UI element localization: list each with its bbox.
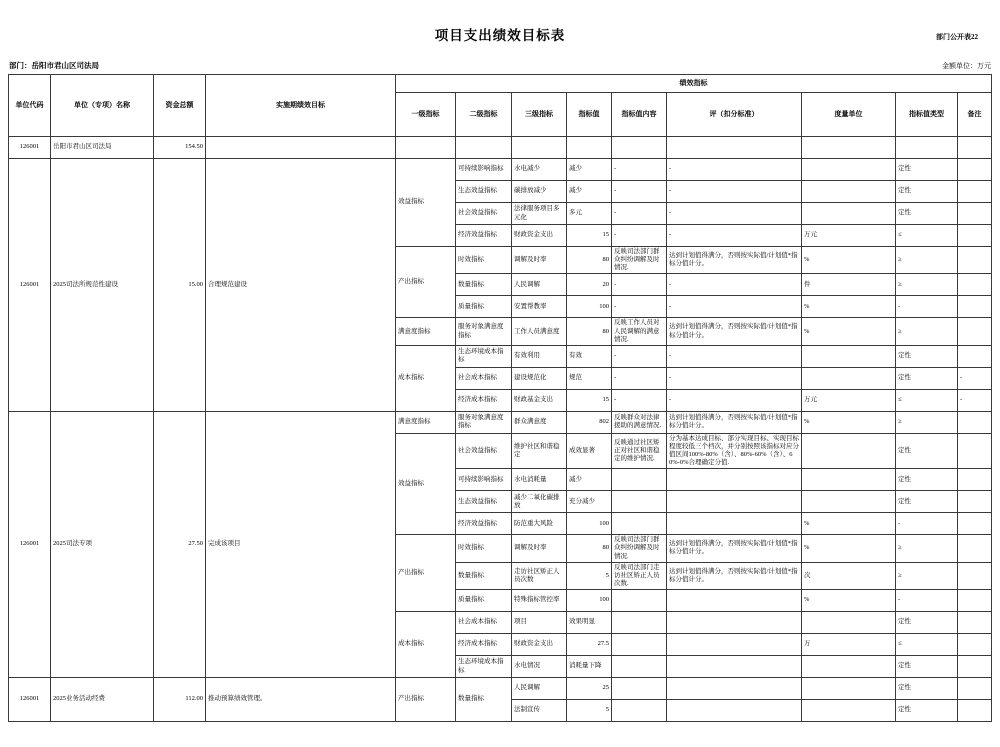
header-indicator-content: 指标值内容: [612, 93, 667, 137]
cell-evaluation-standard: 达到计划值得满分，否则按实际值/计划值*指标分值计分。: [667, 411, 802, 433]
cell-level2-indicator: 生态效益指标: [456, 491, 512, 513]
cell-level3-indicator: 调解及时率: [512, 535, 567, 562]
cell-remarks: [958, 678, 992, 700]
cell-level2-indicator: [456, 137, 512, 159]
cell-indicator-value: 减少: [567, 469, 612, 491]
cell-indicator-content: [612, 469, 667, 491]
cell-indicator-value: 80: [567, 318, 612, 345]
cell-measure-unit: [802, 345, 896, 367]
table-row: [9, 137, 992, 159]
cell-indicator-value: 多元: [567, 203, 612, 225]
cell-measure-unit: [802, 181, 896, 203]
cell-evaluation-standard: [667, 137, 802, 159]
cell-remarks: [958, 274, 992, 296]
cell-level2-indicator: 数量指标: [456, 562, 512, 589]
cell-evaluation-standard: -: [667, 274, 802, 296]
cell-remarks: [958, 634, 992, 656]
cell-measure-unit: [802, 367, 896, 389]
cell-evaluation-standard: [667, 678, 802, 700]
header-unit-name: 单位（专项）名称: [51, 75, 154, 137]
cell-total-funds: 27.50: [154, 411, 206, 677]
cell-level2-indicator: 数量指标: [456, 274, 512, 296]
header-evaluation-standard: 评（扣分标准）: [667, 93, 802, 137]
header-remarks: 备注: [958, 93, 992, 137]
cell-remarks: [958, 318, 992, 345]
cell-measure-unit: %: [802, 318, 896, 345]
cell-indicator-value: 100: [567, 296, 612, 318]
cell-indicator-content: -: [612, 181, 667, 203]
cell-level3-indicator: 法律服务项目多元化: [512, 203, 567, 225]
cell-level3-indicator: 水电情况: [512, 656, 567, 678]
cell-level2-indicator: 经济效益指标: [456, 513, 512, 535]
cell-total-funds: 112.00: [154, 678, 206, 722]
cell-value-type: ≤: [896, 389, 958, 411]
cell-period-target: 完成该项目: [206, 411, 396, 677]
cell-value-type: 定性: [896, 367, 958, 389]
cell-remarks: [958, 562, 992, 589]
cell-level2-indicator: 社会成本指标: [456, 612, 512, 634]
cell-level2-indicator: 经济成本指标: [456, 389, 512, 411]
cell-unit-name: 岳阳市君山区司法局: [51, 137, 154, 159]
cell-level2-indicator: 可持续影响指标: [456, 469, 512, 491]
cell-level1-indicator: 效益指标: [396, 159, 456, 247]
cell-level3-indicator: 水电减少: [512, 159, 567, 181]
cell-level3-indicator: [512, 137, 567, 159]
cell-indicator-value: 减少: [567, 159, 612, 181]
cell-level1-indicator: 满意度指标: [396, 411, 456, 433]
cell-indicator-content: 反映群众对法律援助的满意情况.: [612, 411, 667, 433]
cell-indicator-value: 20: [567, 274, 612, 296]
cell-remarks: [958, 247, 992, 274]
cell-evaluation-standard: [667, 590, 802, 612]
header-period-target: 实施期绩效目标: [206, 75, 396, 137]
cell-value-type: 定性: [896, 612, 958, 634]
cell-evaluation-standard: [667, 513, 802, 535]
cell-unit-code: 126001: [9, 411, 51, 677]
cell-measure-unit: 次: [802, 562, 896, 589]
cell-level3-indicator: 建设规范化: [512, 367, 567, 389]
cell-evaluation-standard: [667, 700, 802, 722]
cell-evaluation-standard: [667, 656, 802, 678]
header-total-funds: 资金总额: [154, 75, 206, 137]
cell-level3-indicator: 工作人员满意度: [512, 318, 567, 345]
cell-unit-name: 2025业务活动经费: [51, 678, 154, 722]
cell-level1-indicator: 效益指标: [396, 433, 456, 535]
cell-indicator-value: 5: [567, 700, 612, 722]
cell-level3-indicator: 项目: [512, 612, 567, 634]
cell-remarks: [958, 296, 992, 318]
cell-measure-unit: [802, 678, 896, 700]
cell-indicator-content: [612, 700, 667, 722]
cell-indicator-content: [612, 491, 667, 513]
cell-remarks: -: [958, 367, 992, 389]
cell-value-type: -: [896, 296, 958, 318]
cell-level3-indicator: 人民调解: [512, 678, 567, 700]
cell-indicator-value: 15: [567, 225, 612, 247]
cell-remarks: [958, 656, 992, 678]
cell-indicator-value: 100: [567, 513, 612, 535]
cell-evaluation-standard: [667, 469, 802, 491]
cell-value-type: 定性: [896, 181, 958, 203]
cell-value-type: 定性: [896, 203, 958, 225]
cell-evaluation-standard: -: [667, 203, 802, 225]
cell-indicator-content: 反映司法部门走访社区矫正人员次数.: [612, 562, 667, 589]
cell-measure-unit: 万元: [802, 225, 896, 247]
cell-level3-indicator: 防范重大风险: [512, 513, 567, 535]
cell-indicator-content: 反映通过社区矫正对社区和谐稳定的维护情况.: [612, 433, 667, 469]
cell-indicator-value: 效果明显: [567, 612, 612, 634]
cell-evaluation-standard: 达到计划值得满分，否则按实际值/计划值*指标分值计分。: [667, 562, 802, 589]
cell-level2-indicator: 社会成本指标: [456, 367, 512, 389]
cell-unit-code: 126001: [9, 137, 51, 159]
cell-evaluation-standard: -: [667, 225, 802, 247]
cell-measure-unit: [802, 700, 896, 722]
header-level1-indicator: 一级指标: [396, 93, 456, 137]
cell-value-type: -: [896, 590, 958, 612]
cell-measure-unit: %: [802, 296, 896, 318]
cell-value-type: 定性: [896, 656, 958, 678]
cell-period-target: 推动预算绩效管理。: [206, 678, 396, 722]
cell-level1-indicator: 产出指标: [396, 678, 456, 722]
cell-evaluation-standard: 分为基本达成目标、部分实现目标、实现目标程度较低三个档次，并分别按照该指标对应分值区间100%-80%（含）、80%-60%（含）、60%-0%合理确定分值.: [667, 433, 802, 469]
cell-evaluation-standard: -: [667, 159, 802, 181]
cell-level2-indicator: 质量指标: [456, 590, 512, 612]
cell-level1-indicator: 产出指标: [396, 247, 456, 318]
cell-total-funds: 15.00: [154, 159, 206, 412]
cell-remarks: [958, 535, 992, 562]
cell-unit-code: 126001: [9, 159, 51, 412]
cell-value-type: 定性: [896, 469, 958, 491]
cell-remarks: [958, 181, 992, 203]
cell-indicator-value: 802: [567, 411, 612, 433]
cell-level2-indicator: 质量指标: [456, 296, 512, 318]
cell-remarks: [958, 491, 992, 513]
cell-measure-unit: [802, 612, 896, 634]
performance-target-table: [8, 74, 992, 722]
cell-indicator-content: [612, 612, 667, 634]
cell-level1-indicator: [396, 137, 456, 159]
cell-period-target: 合理规范建设: [206, 159, 396, 412]
cell-remarks: [958, 137, 992, 159]
cell-level1-indicator: 产出指标: [396, 535, 456, 612]
cell-remarks: [958, 345, 992, 367]
cell-indicator-content: 反映司法部门群众纠纷调解及时情况.: [612, 247, 667, 274]
cell-remarks: [958, 513, 992, 535]
cell-value-type: ≥: [896, 535, 958, 562]
cell-evaluation-standard: -: [667, 181, 802, 203]
cell-level2-indicator: 时效指标: [456, 535, 512, 562]
cell-level3-indicator: 人民调解: [512, 274, 567, 296]
cell-period-target: [206, 137, 396, 159]
cell-indicator-content: 反映工作人员对人民调解的满意情况.: [612, 318, 667, 345]
cell-level1-indicator: 满意度指标: [396, 318, 456, 345]
cell-indicator-value: 15: [567, 389, 612, 411]
header-measure-unit: 度量单位: [802, 93, 896, 137]
cell-indicator-content: -: [612, 225, 667, 247]
cell-level3-indicator: 特殊指标管控率: [512, 590, 567, 612]
cell-value-type: 定性: [896, 491, 958, 513]
cell-level3-indicator: 法制宣传: [512, 700, 567, 722]
cell-level2-indicator: 社会效益指标: [456, 433, 512, 469]
table-row: [9, 678, 992, 700]
cell-remarks: [958, 700, 992, 722]
cell-value-type: ≥: [896, 562, 958, 589]
cell-level3-indicator: 财政资金支出: [512, 634, 567, 656]
cell-indicator-content: [612, 634, 667, 656]
cell-measure-unit: %: [802, 590, 896, 612]
cell-indicator-value: 80: [567, 535, 612, 562]
cell-evaluation-standard: -: [667, 296, 802, 318]
cell-level2-indicator: 社会效益指标: [456, 203, 512, 225]
cell-level3-indicator: 水电消耗量: [512, 469, 567, 491]
cell-evaluation-standard: 达到计划值得满分，否则按实际值/计划值*指标分值计分。: [667, 535, 802, 562]
cell-value-type: ≥: [896, 318, 958, 345]
cell-level2-indicator: 数量指标: [456, 678, 512, 722]
cell-measure-unit: %: [802, 513, 896, 535]
cell-level3-indicator: 安置帮教率: [512, 296, 567, 318]
cell-level2-indicator: 生态效益指标: [456, 181, 512, 203]
cell-indicator-value: [567, 137, 612, 159]
cell-indicator-content: [612, 513, 667, 535]
cell-value-type: ≥: [896, 247, 958, 274]
cell-level2-indicator: 服务对象满意度指标: [456, 318, 512, 345]
cell-evaluation-standard: [667, 491, 802, 513]
cell-indicator-value: 消耗量下降: [567, 656, 612, 678]
cell-level3-indicator: 有效利用: [512, 345, 567, 367]
cell-level3-indicator: 财政资金支出: [512, 225, 567, 247]
cell-measure-unit: [802, 656, 896, 678]
cell-remarks: -: [958, 389, 992, 411]
cell-measure-unit: [802, 433, 896, 469]
cell-indicator-content: [612, 590, 667, 612]
meta-row: [9, 60, 991, 71]
cell-value-type: 定性: [896, 678, 958, 700]
table-row: [9, 159, 992, 181]
cell-value-type: 定性: [896, 345, 958, 367]
header-unit-code: 单位代码: [9, 75, 51, 137]
cell-level3-indicator: 碳排放减少: [512, 181, 567, 203]
cell-level3-indicator: 财政基金支出: [512, 389, 567, 411]
cell-measure-unit: 件: [802, 274, 896, 296]
header-indicator-value: 指标值: [567, 93, 612, 137]
cell-level1-indicator: 成本指标: [396, 612, 456, 678]
cell-measure-unit: 万元: [802, 389, 896, 411]
cell-indicator-value: 有效: [567, 345, 612, 367]
cell-level3-indicator: 调解及时率: [512, 247, 567, 274]
cell-level1-indicator: 成本指标: [396, 345, 456, 411]
document-page: [0, 24, 1000, 747]
cell-value-type: 定性: [896, 159, 958, 181]
cell-indicator-value: 成效显著: [567, 433, 612, 469]
cell-indicator-value: 5: [567, 562, 612, 589]
cell-evaluation-standard: 达到计划值得满分，否则按实际值/计划值*指标分值计分。: [667, 247, 802, 274]
cell-measure-unit: %: [802, 247, 896, 274]
cell-indicator-content: -: [612, 296, 667, 318]
cell-remarks: [958, 159, 992, 181]
header-level2-indicator: 二级指标: [456, 93, 512, 137]
cell-indicator-content: -: [612, 389, 667, 411]
cell-indicator-content: -: [612, 345, 667, 367]
cell-unit-code: 126001: [9, 678, 51, 722]
cell-indicator-content: -: [612, 159, 667, 181]
cell-value-type: ≥: [896, 411, 958, 433]
cell-indicator-content: -: [612, 203, 667, 225]
cell-level3-indicator: 群众满意度: [512, 411, 567, 433]
cell-measure-unit: %: [802, 411, 896, 433]
table-row: [9, 411, 992, 433]
header-level3-indicator: 三级指标: [512, 93, 567, 137]
cell-indicator-content: -: [612, 274, 667, 296]
cell-level3-indicator: 走访社区矫正人员次数: [512, 562, 567, 589]
cell-indicator-value: 80: [567, 247, 612, 274]
cell-measure-unit: [802, 491, 896, 513]
cell-remarks: [958, 225, 992, 247]
cell-value-type: ≥: [896, 274, 958, 296]
cell-indicator-content: [612, 137, 667, 159]
cell-indicator-content: [612, 656, 667, 678]
cell-indicator-content: [612, 678, 667, 700]
cell-level2-indicator: 时效指标: [456, 247, 512, 274]
cell-unit-name: 2025司法专项: [51, 411, 154, 677]
cell-value-type: ≤: [896, 225, 958, 247]
cell-level2-indicator: 服务对象满意度指标: [456, 411, 512, 433]
form-number-label: 部门公开表22: [936, 33, 978, 41]
cell-unit-name: 2025司法所规范性建设: [51, 159, 154, 412]
cell-remarks: [958, 612, 992, 634]
cell-remarks: [958, 469, 992, 491]
cell-evaluation-standard: -: [667, 389, 802, 411]
cell-evaluation-standard: [667, 612, 802, 634]
cell-remarks: [958, 433, 992, 469]
cell-measure-unit: %: [802, 535, 896, 562]
cell-value-type: ≤: [896, 634, 958, 656]
cell-measure-unit: 万: [802, 634, 896, 656]
cell-indicator-value: 100: [567, 590, 612, 612]
cell-measure-unit: [802, 469, 896, 491]
cell-value-type: 定性: [896, 700, 958, 722]
cell-indicator-value: 充分减少: [567, 491, 612, 513]
cell-measure-unit: [802, 203, 896, 225]
cell-level3-indicator: 减少二氧化碳排放: [512, 491, 567, 513]
cell-indicator-content: 反映司法部门群众纠纷调解及时情况.: [612, 535, 667, 562]
cell-indicator-value: 规范: [567, 367, 612, 389]
page-title: 项目支出绩效目标表: [434, 28, 566, 43]
cell-remarks: [958, 411, 992, 433]
cell-remarks: [958, 203, 992, 225]
cell-indicator-value: 减少: [567, 181, 612, 203]
cell-value-type: -: [896, 513, 958, 535]
cell-level2-indicator: 可持续影响指标: [456, 159, 512, 181]
header-performance-group: 绩效指标: [396, 75, 992, 93]
cell-total-funds: 154.50: [154, 137, 206, 159]
cell-indicator-value: 27.5: [567, 634, 612, 656]
cell-indicator-content: -: [612, 367, 667, 389]
department-label: 部门：岳阳市君山区司法局: [9, 61, 99, 70]
header-row-1: [9, 75, 992, 93]
cell-evaluation-standard: [667, 634, 802, 656]
cell-evaluation-standard: -: [667, 367, 802, 389]
cell-level2-indicator: 生态环境成本指标: [456, 656, 512, 678]
cell-value-type: [896, 137, 958, 159]
cell-value-type: 定性: [896, 433, 958, 469]
table-body: [9, 137, 992, 722]
cell-level2-indicator: 经济成本指标: [456, 634, 512, 656]
cell-indicator-value: 25: [567, 678, 612, 700]
cell-measure-unit: [802, 137, 896, 159]
amount-unit-label: 金额单位：万元: [942, 62, 991, 70]
cell-level2-indicator: 生态环境成本指标: [456, 345, 512, 367]
cell-level3-indicator: 维护社区和谐稳定: [512, 433, 567, 469]
cell-remarks: [958, 590, 992, 612]
cell-evaluation-standard: -: [667, 345, 802, 367]
cell-measure-unit: [802, 159, 896, 181]
cell-level2-indicator: 经济效益指标: [456, 225, 512, 247]
cell-evaluation-standard: 达到计划值得满分，否则按实际值/计划值*指标分值计分。: [667, 318, 802, 345]
table-header: [9, 75, 992, 137]
header-value-type: 指标值类型: [896, 93, 958, 137]
